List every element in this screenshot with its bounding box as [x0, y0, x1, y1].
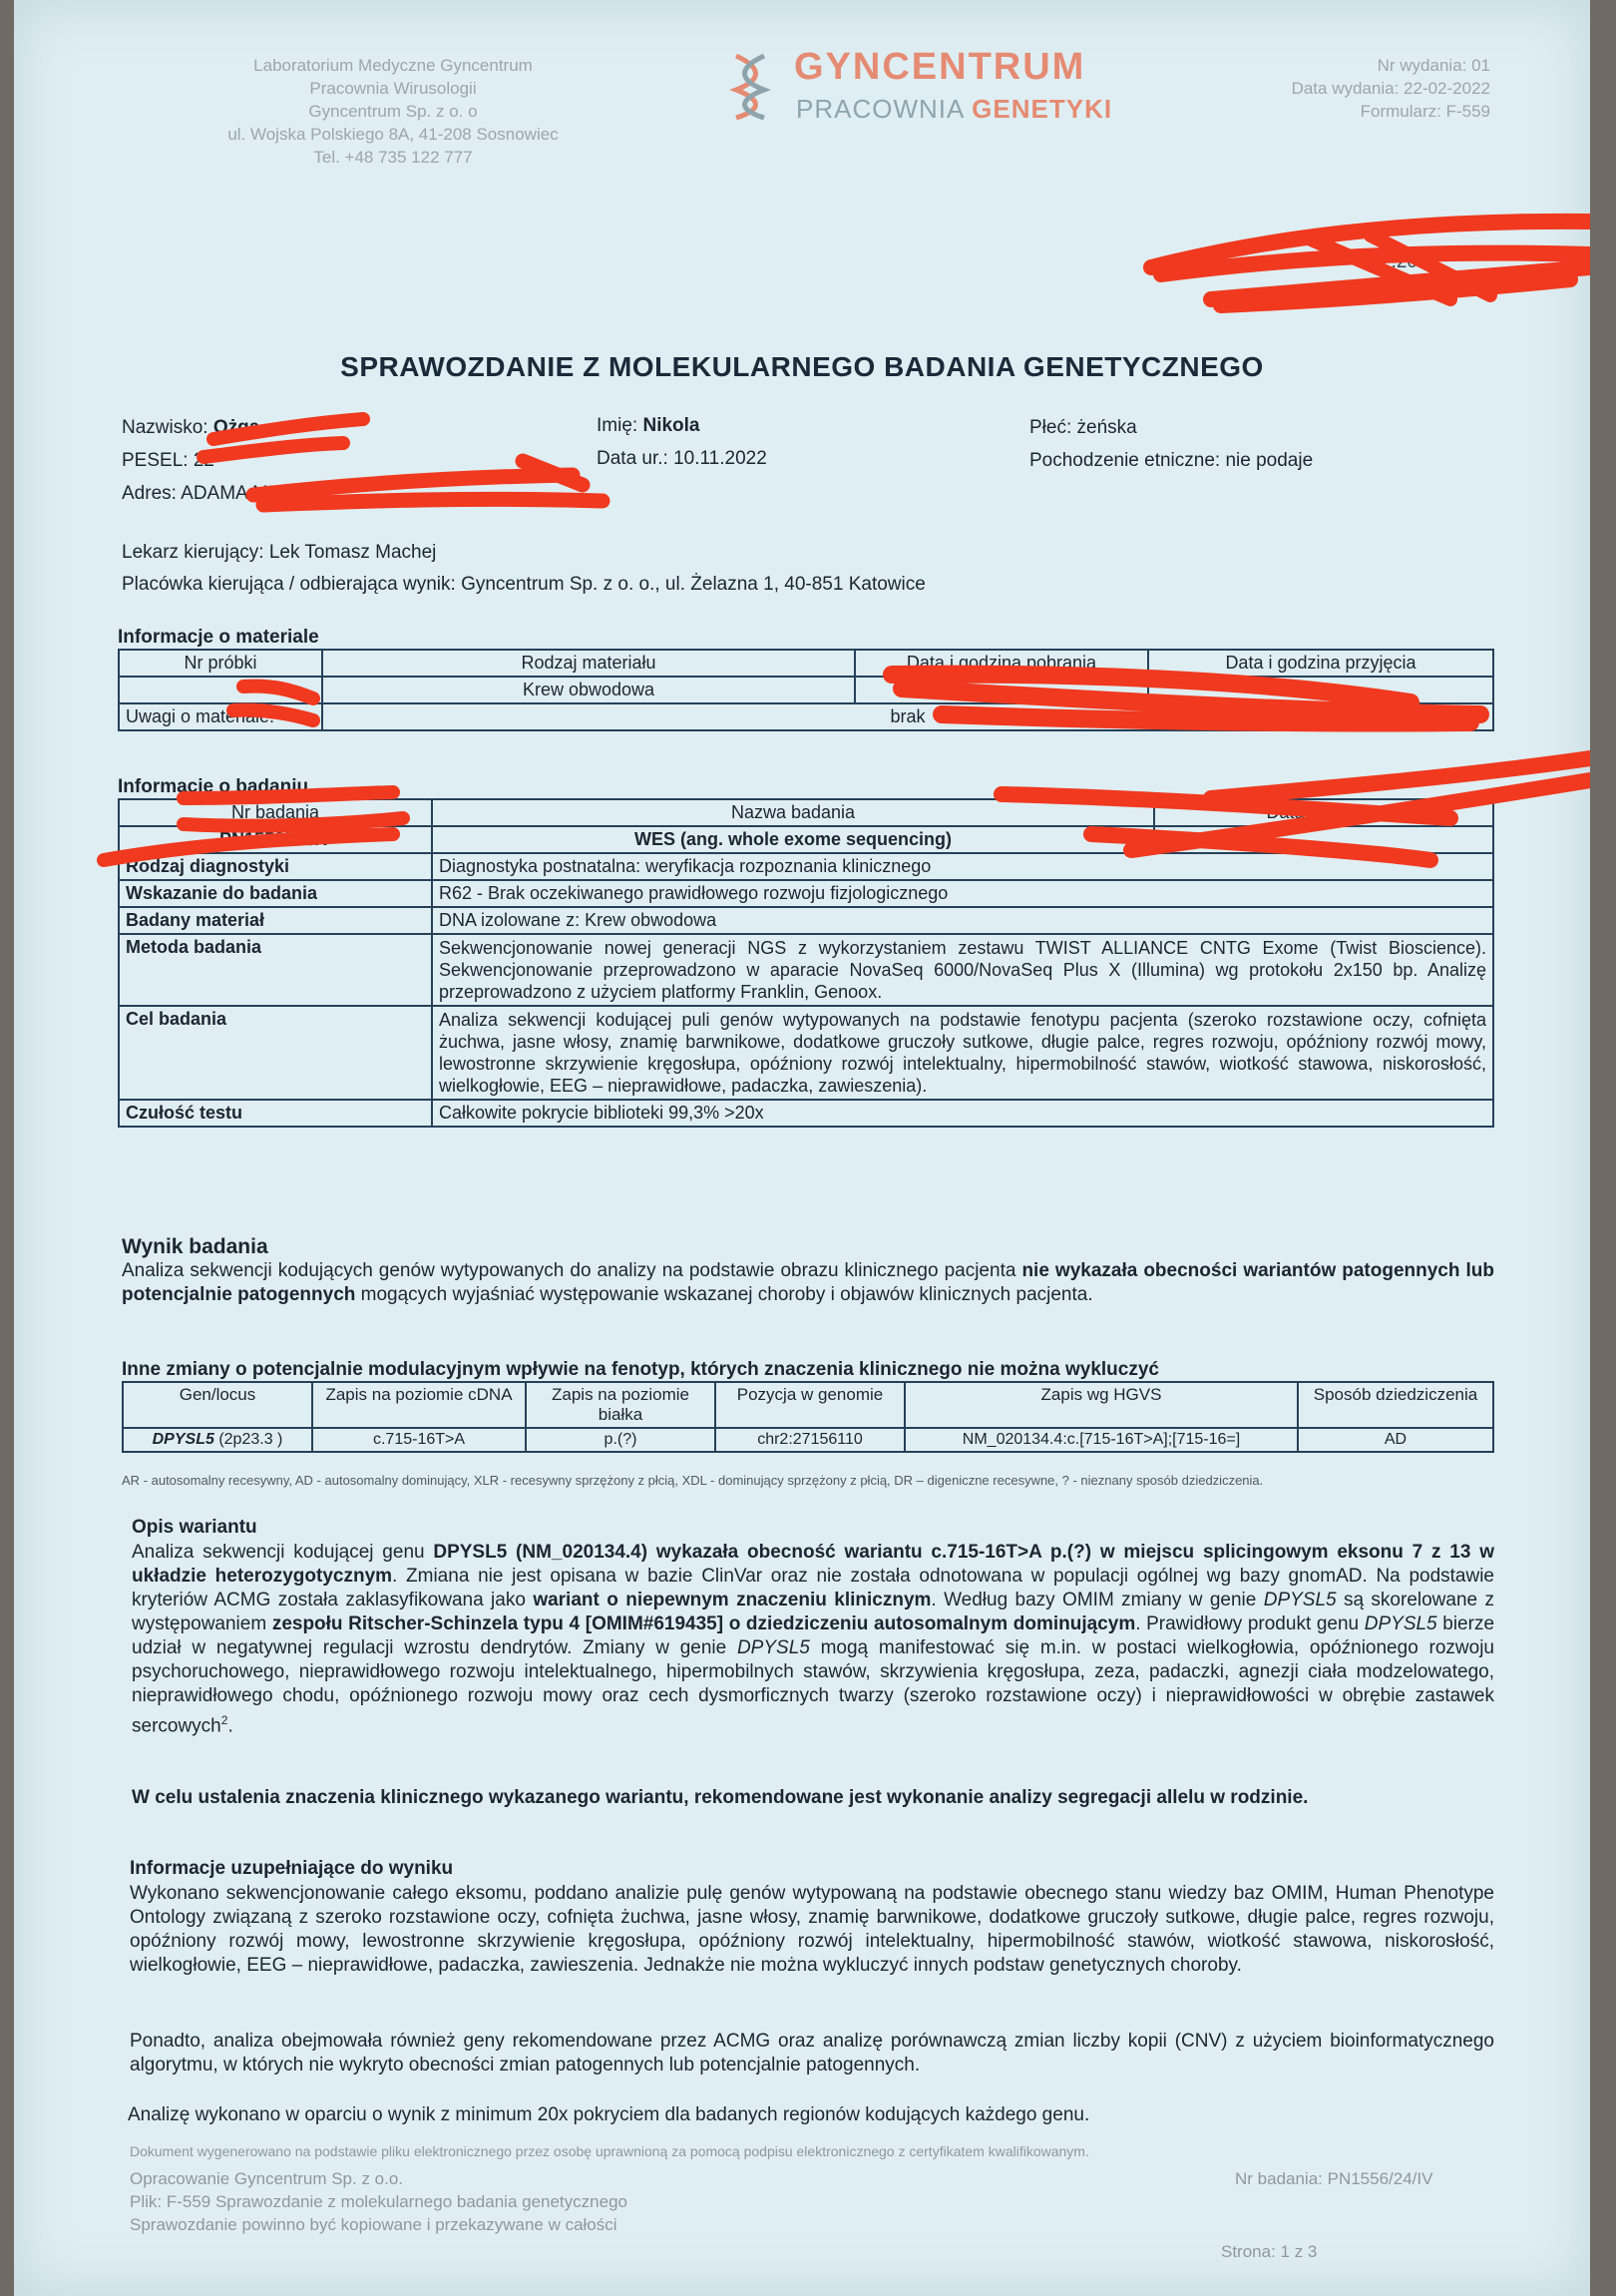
study-row-label: Rodzaj diagnostyki — [119, 853, 432, 880]
address-field: Adres: ADAMA MIC — [122, 483, 287, 504]
remarks-value: brak — [322, 703, 1493, 730]
study-row-value: DNA izolowane z: Krew obwodowa — [432, 907, 1493, 934]
ethnicity-field: Pochodzenie etniczne: nie podaje — [1029, 450, 1314, 471]
footer-line: Opracowanie Gyncentrum Sp. z o.o. — [130, 2169, 404, 2188]
study-header-name: Nazwa badania — [432, 799, 1154, 826]
study-table — [118, 798, 1494, 1128]
variant-hgvs: NM_020134.4:c.[715-16T>A];[715-16=] — [905, 1428, 1298, 1452]
page-number: Strona: 1 z 3 — [1221, 2242, 1318, 2261]
variants-header: Zapis na poziomie cDNA — [312, 1382, 526, 1428]
study-header-date: Data i godzina — [1154, 799, 1493, 826]
lab-line: Laboratorium Medyczne Gyncentrum — [253, 56, 533, 75]
extra-heading: Informacje uzupełniające do wyniku — [130, 1858, 454, 1879]
study-row-value: Całkowite pokrycie biblioteki 99,3% >20x — [432, 1100, 1493, 1127]
variants-heading: Inne zmiany o potencjalnie modulacyjnym wpływie na fenotyp, których znaczenia klinicznego nie można wykluczyć — [122, 1359, 1159, 1380]
redaction-mark — [1151, 222, 1590, 305]
study-row-value: Diagnostyka postnatalna: weryfikacja rozpoznania klinicznego — [432, 853, 1493, 880]
gyncentrum-logo — [712, 44, 1171, 134]
recommendation: W celu ustalenia znaczenia klinicznego wykazanego wariantu, rekomendowane jest wykonanie analizy segregacji allelu w rodzinie. — [132, 1787, 1309, 1808]
lab-line: Tel. +48 735 122 777 — [313, 148, 473, 167]
report-page — [14, 0, 1590, 2296]
meta-line: Data wydania: 22-02-2022 — [1291, 79, 1490, 98]
footer-line: Plik: F-559 Sprawozdanie z molekularnego badania genetycznego — [130, 2192, 627, 2211]
birth-date-field: Data ur.: 10.11.2022 — [597, 448, 767, 469]
extra-paragraph-2: Ponadto, analiza obejmowała również geny rekomendowane przez ACMG oraz analizę porównawczą zmian liczby kopii (CNV) z użyciem bioinformatycznego algorytmu, w których nie wykryto obecności zmian patogennych lub potencjalnie patogennych. — [130, 2031, 1494, 2075]
variants-table — [122, 1381, 1494, 1453]
study-row-label: Cel badania — [119, 1006, 432, 1100]
collection-date — [855, 677, 1148, 703]
redaction-mark — [253, 461, 603, 505]
study-row-value: R62 - Brak oczekiwanego prawidłowego rozwoju fizjologicznego — [432, 880, 1493, 907]
result-heading: Wynik badania — [122, 1235, 268, 1258]
material-header: Data i godzina przyjęcia — [1148, 650, 1493, 677]
date-fragment: 2.202 — [1381, 251, 1428, 272]
material-table — [118, 649, 1494, 731]
study-number: PN1556/24/IV — [119, 826, 432, 853]
lab-line: ul. Wojska Polskiego 8A, 41-208 Sosnowiec — [227, 125, 559, 144]
variant-protein: p.(?) — [526, 1428, 715, 1452]
study-row-value: Analiza sekwencji kodującej puli genów wytypowanych na podstawie fenotypu pacjenta (szeroko rozstawione oczy, cofnięta żuchwa, jasne włosy, znamię barwnikowe, dodatkowe gruczoły sutkowe, długie palce, regres rozwoju, opóźniony rozwój mowy, lewostronne skrzywienie kręgosłupa, opóźniony rozwój intelektualny, hipermobilność stawów, wiotkość stawowa, niskorosłość, wielkogłowie, EEG – nieprawidłowe, padaczka, zawieszenia). — [432, 1006, 1493, 1100]
study-row-label: Badany materiał — [119, 907, 432, 934]
receipt-date — [1148, 677, 1493, 703]
variant-position: chr2:27156110 — [715, 1428, 905, 1452]
sample-number — [119, 677, 322, 703]
variants-header: Gen/locus — [123, 1382, 312, 1428]
variant-desc-heading: Opis wariantu — [132, 1517, 257, 1538]
meta-line: Nr wydania: 01 — [1377, 56, 1490, 75]
referring-doctor: Lekarz kierujący: Lek Tomasz Machej — [122, 542, 437, 563]
variant-desc-paragraph: Analiza sekwencji kodującej genu DPYSL5 (NM_020134.4) wykazała obecność wariantu c.715-16T>A p.(?) w miejscu splicingowym eksonu 7 z 13 w układzie heterozygotycznym. Zmiana nie jest opisana w bazie ClinVar oraz nie została odnotowana w populacji ogólnej wg bazy gnomAD. Na podstawie kryteriów ACMG została zaklasyfikowana jako wariant o niepewnym znaczeniu klinicznym. Według bazy OMIM zmiany w genie DPYSL5 są skorelowane z występowaniem zespołu Ritscher-Schinzela typu 4 [OMIM#619435] o dziedziczeniu autosomalnym dominującym. Prawidłowy produkt genu DPYSL5 bierze udział w negatywnej regulacji wzrostu dendrytów. Zmiany w genie DPYSL5 mogą manifestować się m.in. w postaci wielkogłowia, opóźnionego rozwoju psychoruchowego, nieprawidłowego rozwoju intelektualnego, hipermobilnych stawów, skrzywienia kręgosłupa, zeza, padaczki, agnezji ciała modzelowatego, nieprawidłowego chodu, opóźnionego rozwoju mowy oraz cech dysmorficznych twarzy (szeroko rozstawione oczy) i nieprawidłowości w obrębie zastawek sercowych$^2$. — [132, 1542, 1495, 1737]
variants-header: Zapis wg HGVS — [905, 1382, 1298, 1428]
extra-paragraph-3: Analizę wykonano w oparciu o wynik z minimum 20x pokryciem dla badanych regionów kodujących każdego genu. — [128, 2104, 1090, 2125]
study-row-label: Czułość testu — [119, 1100, 432, 1127]
first-name-field: Imię: Nikola — [597, 415, 700, 436]
study-row-label: Metoda badania — [119, 934, 432, 1006]
surname-field: Nazwisko: Ożga — [122, 417, 260, 438]
variant-inheritance: AD — [1298, 1428, 1493, 1452]
footer-info — [130, 2167, 627, 2236]
extra-paragraph-1: Wykonano sekwencjonowanie całego eksomu, poddano analizie pulę genów wytypowaną na podstawie obecnego stanu wiedzy baz OMIM, Human Phenotype Ontology związaną z szeroko rozstawione oczy, cofnięta żuchwa, jasne włosy, znamię barwnikowe, dodatkowe gruczoły sutkowe, długie palce, regres rozwoju, opóźniony rozwój mowy, lewostronne skrzywienie kręgosłupa, opóźniony rozwój intelektualny, hipermobilność stawów, wiotkość stawowa, niskorosłość, wielkogłowie, EEG – nieprawidłowe, padaczka, zawieszenia. Jednakże nie można wykluczyć innych podstaw genetycznych choroby. — [130, 1883, 1494, 1976]
result-paragraph: Analiza sekwencji kodujących genów wytypowanych do analizy na podstawie obrazu klinicznego pacjenta nie wykazała obecności wariantów patogennych lub potencjalnie patogennych mogących wyjaśniać występowanie wskazanej choroby i objawów klinicznych pacjenta. — [122, 1260, 1494, 1305]
dna-logo-icon — [722, 50, 778, 120]
signature-note: Dokument wygenerowano na podstawie pliku elektronicznego przez osobę uprawnioną za pomocą podpisu elektronicznego z certyfikatem kwalifikowanym. — [130, 2143, 1089, 2159]
material-header: Rodzaj materiału — [322, 650, 855, 677]
form-meta-block — [1292, 54, 1490, 123]
lab-address-block — [164, 54, 622, 169]
remarks-label: Uwagi o materiale: — [119, 703, 322, 730]
variant-gene: DPYSL5 (2p23.3 ) — [123, 1428, 312, 1452]
variants-header: Sposób dziedziczenia — [1298, 1382, 1493, 1428]
material-header: Data i godzina pobrania — [855, 650, 1148, 677]
material-type: Krew obwodowa — [322, 677, 855, 703]
referring-facility: Placówka kierująca / odbierająca wynik: Gyncentrum Sp. z o. o., ul. Żelazna 1, 40-851 Katowice — [122, 574, 926, 595]
material-heading: Informacje o materiale — [118, 627, 319, 648]
pesel-field: PESEL: 22 — [122, 450, 214, 471]
variant-cdna: c.715-16T>A — [312, 1428, 526, 1452]
inheritance-legend: AR - autosomalny recesywny, AD - autosomalny dominujący, XLR - recesywny sprzężony z płcią, XDL - dominujący sprzężony z płcią, DR – digeniczne recesywne, ? - nieznany sposób dziedziczenia. — [122, 1473, 1264, 1488]
logo-subtitle: PRACOWNIA GENETYKI — [796, 94, 1113, 124]
study-row-value: Sekwencjonowanie nowej generacji NGS z wykorzystaniem zestawu TWIST ALLIANCE CNTG Exome (Twist Bioscience). Sekwencjonowanie przeprowadzono w aparacie NovaSeq 6000/NovaSeq Plus X (Illumina) wg protokołu 2x150 bp. Analizę przeprowadzono z użyciem platformy Franklin, Genoox. — [432, 934, 1493, 1006]
variants-header: Zapis na poziomie białka — [526, 1382, 715, 1428]
meta-line: Formularz: F-559 — [1360, 102, 1490, 121]
study-header-nr: Nr badania — [119, 799, 432, 826]
study-heading: Informacje o badaniu — [118, 776, 309, 797]
study-date — [1154, 826, 1493, 853]
study-row-label: Wskazanie do badania — [119, 880, 432, 907]
lab-line: Pracownia Wirusologii — [309, 79, 477, 98]
sex-field: Płeć: żeńska — [1029, 417, 1137, 438]
material-header: Nr próbki — [119, 650, 322, 677]
footer-line: Sprawozdanie powinno być kopiowane i przekazywane w całości — [130, 2215, 617, 2234]
logo-title: GYNCENTRUM — [794, 46, 1086, 88]
variants-header: Pozycja w genomie — [715, 1382, 905, 1428]
study-name: WES (ang. whole exome sequencing) — [432, 826, 1154, 853]
document-title: SPRAWOZDANIE Z MOLEKULARNEGO BADANIA GENETYCZNEGO — [340, 351, 1264, 382]
footer-study-number: Nr badania: PN1556/24/IV — [1235, 2169, 1433, 2188]
lab-line: Gyncentrum Sp. z o. o — [308, 102, 478, 121]
